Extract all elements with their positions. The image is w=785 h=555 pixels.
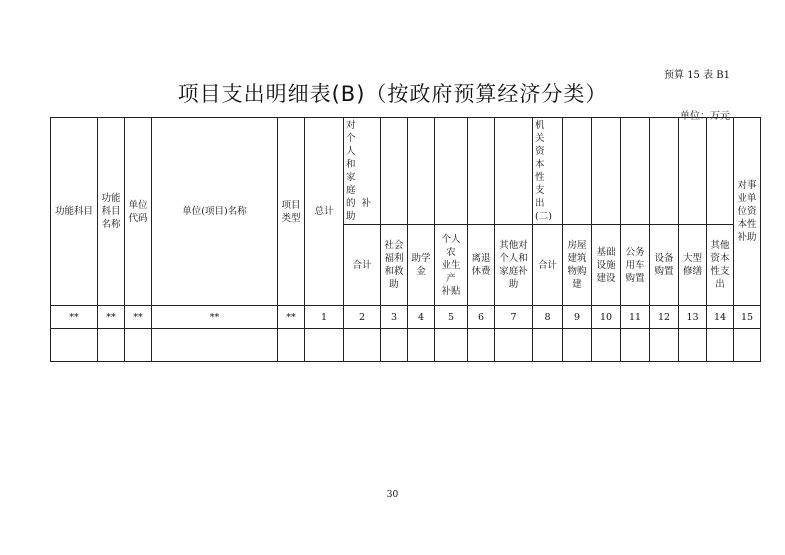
data-cell [278,329,305,362]
header-blank [621,118,650,225]
header-project-type: 项目 类型 [278,118,305,306]
data-cell [344,329,381,362]
data-cell [495,329,533,362]
header-group-capital-2: 机 关 资 本 性 支 出 (二) [533,118,563,225]
index-cell: 5 [435,306,468,329]
data-cell [381,329,408,362]
index-cell: 10 [592,306,621,329]
index-cell: 12 [650,306,679,329]
data-cell [563,329,592,362]
header-subtotal-personal: 合计 [344,225,381,306]
header-other-capital: 其他 资本 性支 出 [707,225,734,306]
data-cell [125,329,152,362]
index-cell: ** [152,306,278,329]
index-cell: 3 [381,306,408,329]
header-blank [468,118,495,225]
index-cell: ** [51,306,98,329]
header-func-subject: 功能科目 [51,118,98,306]
header-blank [408,118,435,225]
header-infrastructure: 基础 设施 建设 [592,225,621,306]
header-grant: 助学 金 [408,225,435,306]
index-cell: 14 [707,306,734,329]
data-cell [468,329,495,362]
header-housing: 房屋 建筑 物购 建 [563,225,592,306]
page-title: 项目支出明细表(B)（按政府预算经济分类） [177,82,608,106]
data-cell [435,329,468,362]
data-cell [621,329,650,362]
header-unit-project-name: 单位(项目)名称 [152,118,278,306]
header-social-welfare: 社会 福利 和救 助 [381,225,408,306]
header-equipment: 设备 购置 [650,225,679,306]
index-cell: ** [278,306,305,329]
header-blank [707,118,734,225]
data-cell [408,329,435,362]
page-number: 30 [386,490,399,500]
project-expenditure-table [50,117,761,362]
header-other-personal: 其他对 个人和 家庭补 助 [495,225,533,306]
header-blank [495,118,533,225]
index-cell: ** [98,306,125,329]
data-cell [152,329,278,362]
header-func-subject-name: 功能 科目 名称 [98,118,125,306]
header-official-vehicle: 公务 用车 购置 [621,225,650,306]
header-subtotal-capital: 合计 [533,225,563,306]
data-cell [592,329,621,362]
header-blank [592,118,621,225]
header-total: 总计 [305,118,344,306]
index-cell: 9 [563,306,592,329]
header-blank [650,118,679,225]
data-cell [533,329,563,362]
header-major-repair: 大型 修缮 [679,225,707,306]
data-cell [98,329,125,362]
data-cell [734,329,761,362]
index-cell: 4 [408,306,435,329]
index-cell: 7 [495,306,533,329]
index-cell: 2 [344,306,381,329]
form-code: 预算 15 表 B1 [664,70,730,81]
header-blank [381,118,408,225]
index-cell: 11 [621,306,650,329]
header-unit-code: 单位 代码 [125,118,152,306]
header-row-1 [51,118,761,225]
index-cell: ** [125,306,152,329]
header-group-personal-family: 对 个 人 和 家 庭 的补助 [344,118,381,225]
index-cell: 8 [533,306,563,329]
data-cell [305,329,344,362]
header-blank [679,118,707,225]
data-cell [707,329,734,362]
index-cell: 1 [305,306,344,329]
index-cell: 6 [468,306,495,329]
header-group-enterprise-capital-subsidy: 对事 业单 位资 本性 补助 [734,118,761,306]
header-blank [563,118,592,225]
index-row [51,306,761,329]
data-cell [679,329,707,362]
unit-label: 单位：万元 [680,111,730,122]
empty-data-row [51,329,761,362]
header-farm-subsidy: 个人农 业生产 补贴 [435,225,468,306]
header-blank [435,118,468,225]
data-cell [51,329,98,362]
data-cell [650,329,679,362]
index-cell: 15 [734,306,761,329]
index-cell: 13 [679,306,707,329]
header-retirement: 离退 休费 [468,225,495,306]
